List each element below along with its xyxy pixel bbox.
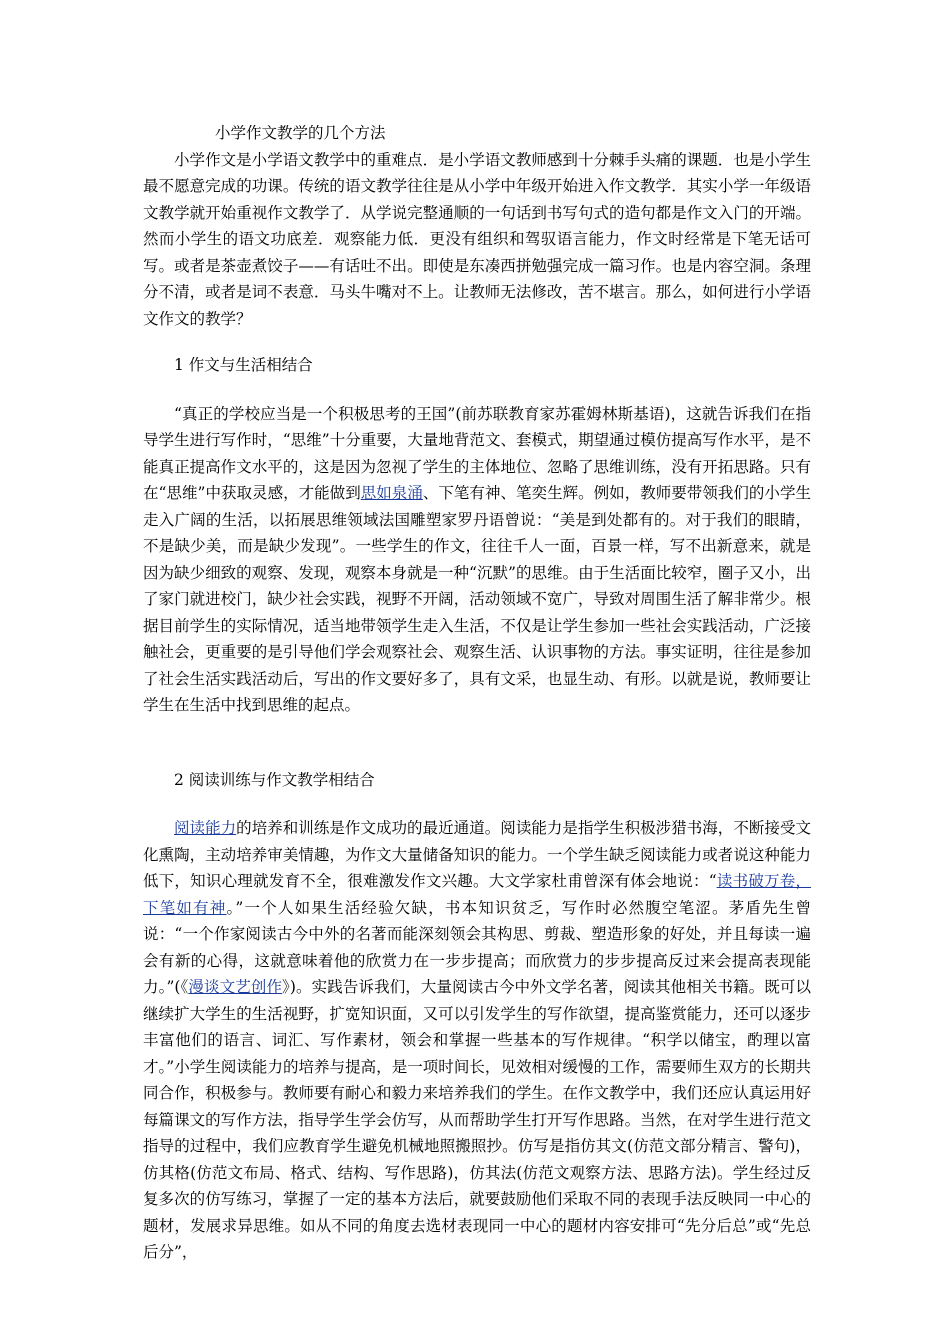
link-reading-ability[interactable]: 阅读能力 [174, 819, 237, 837]
section-2-heading: 2 阅读训练与作文教学相结合 [174, 770, 375, 789]
spacer [143, 379, 811, 401]
spacer [143, 719, 811, 767]
section-2-text-part-3: 》)。实践告诉我们，大量阅读古今中外文学名著，阅读其他相关书籍。既可以继续扩大学生的生活视野，扩宽知识面，又可以引发学生的写作欲望，提高鉴赏能力，还可以逐步丰富他们的语言、词汇、写作素材，领会和掌握一些基本的写作规律。“积学以储宝，酌理以富才。”小学生阅读能力的培养与提高，是一项时间长，见效相对缓慢的工作，需要师生双方的长期共同合作，积极参与。教师要有耐心和毅力来培养我们的学生。在作文教学中，我们还应认真运用好每篇课文的写作方法，指导学生学会仿写，从而帮助学生打开写作思路。当然，在对学生进行范文指导的过程中，我们应教育学生避免机械地照搬照抄。仿写是指仿其文(仿范文部分精言、警句)，仿其格(仿范文布局、格式、结构、写作思路)，仿其法(仿范文观察方法、思路方法)。学生经过反复多次的仿写练习，掌握了一定的基本方法后，就要鼓励他们采取不同的表现手法反映同一中心的题材，发展求异思维。如从不同的角度去选材表现同一中心的题材内容安排可“先分后总”或“先总后分”， [143, 978, 811, 1261]
document-title: 小学作文教学的几个方法 [215, 124, 386, 142]
section-1-text-part-1: “真正的学校应当是一个积极思考的王国”(前苏联教育家苏霍姆林斯基语)，这就告诉我们在指导学生进行写作时，“思维”十分重要，大量地背范文、套模式，期望通过模仿提高写作水平，是不能真正提高作文水平的，这是因为忽视了学生的主体地位、忽略了思维训练，没有开拓思路。只有在“思维”中获取灵感，才能做到 [143, 404, 811, 502]
section-1-text-part-2: 、下笔有神、笔奕生辉。例如，教师要带领我们的小学生走入广阔的生活，以拓展思维领域法国雕塑家罗丹语曾说：“美是到处都有的。对于我们的眼睛，不是缺少美，而是缺少发现”。一些学生的作文，往往千人一面，百景一样，写不出新意来，就是因为缺少细致的观察、发现，观察本身就是一种“沉默”的思维。由于生活面比较窄，圈子又小，出了家门就进校门，缺少社会实践，视野不开阔，活动领域不宽广，导致对周围生活了解非常少。根据目前学生的实际情况，适当地带领学生走入生活，不仅是让学生参加一些社会实践活动，广泛接触社会，更重要的是引导他们学会观察社会、观察生活、认识事物的方法。事实证明，往往是参加了社会生活实践活动后，写出的作文要好多了，具有文采，也显生动、有形。以就是说，教师要让学生在生活中找到思维的起点。 [143, 484, 811, 714]
document-page [143, 120, 811, 1266]
link-man-tan-wen-yi-chuang-zuo[interactable]: 漫谈文艺创作 [188, 978, 283, 996]
spacer [143, 332, 811, 352]
section-2-text-part-1: 的培养和训练是作文成功的最近通道。阅读能力是指学生积极涉猎书海，不断接受文化熏陶，主动培养审美情趣，为作文大量储备知识的能力。一个学生缺乏阅读能力或者说这种能力低下，知识心理就发育不全，很难激发作文兴趣。大文学家杜甫曾深有体会地说：“ [143, 819, 811, 890]
intro-paragraph: 小学作文是小学语文教学中的重难点．是小学语文教师感到十分棘手头痛的课题．也是小学生最不愿意完成的功课。传统的语文教学往往是从小学中年级开始进入作文教学．其实小学一年级语文教学就开始重视作文教学了．从学说完整通顺的一句话到书写句式的造句都是作文入门的开端。然而小学生的语文功底差．观察能力低．更没有组织和驾驭语言能力，作文时经常是下笔无话可写。或者是茶壶煮饺子——有话吐不出。即使是东凑西拼勉强完成一篇习作。也是内容空洞。条理分不清，或者是词不表意．马头牛嘴对不上。让教师无法修改，苦不堪言。那么，如何进行小学语文作文的教学？ [143, 150, 811, 328]
section-2-text-part-2: 。”一个人如果生活经验欠缺，书本知识贫乏，写作时必然腹空笔涩。茅盾先生曾说：“一个作家阅读古今中外的名著而能深刻领会其构思、剪裁、塑造形象的好处，并且每读一遍会有新的心得，这就意味着他的欣赏力在一步步提高；而欣赏力的步步提高反过来会提高表现能力。”(《 [143, 898, 811, 996]
section-1-heading: 1 作文与生活相结合 [174, 356, 313, 374]
link-du-shu-po-wan-juan[interactable]: 读书破万卷，下笔如有神 [143, 872, 811, 917]
spacer [143, 793, 811, 815]
section-1-paragraph [143, 401, 811, 719]
section-2-paragraph [143, 815, 811, 1266]
link-si-ru-quan-yong[interactable]: 思如泉涌 [360, 484, 423, 502]
